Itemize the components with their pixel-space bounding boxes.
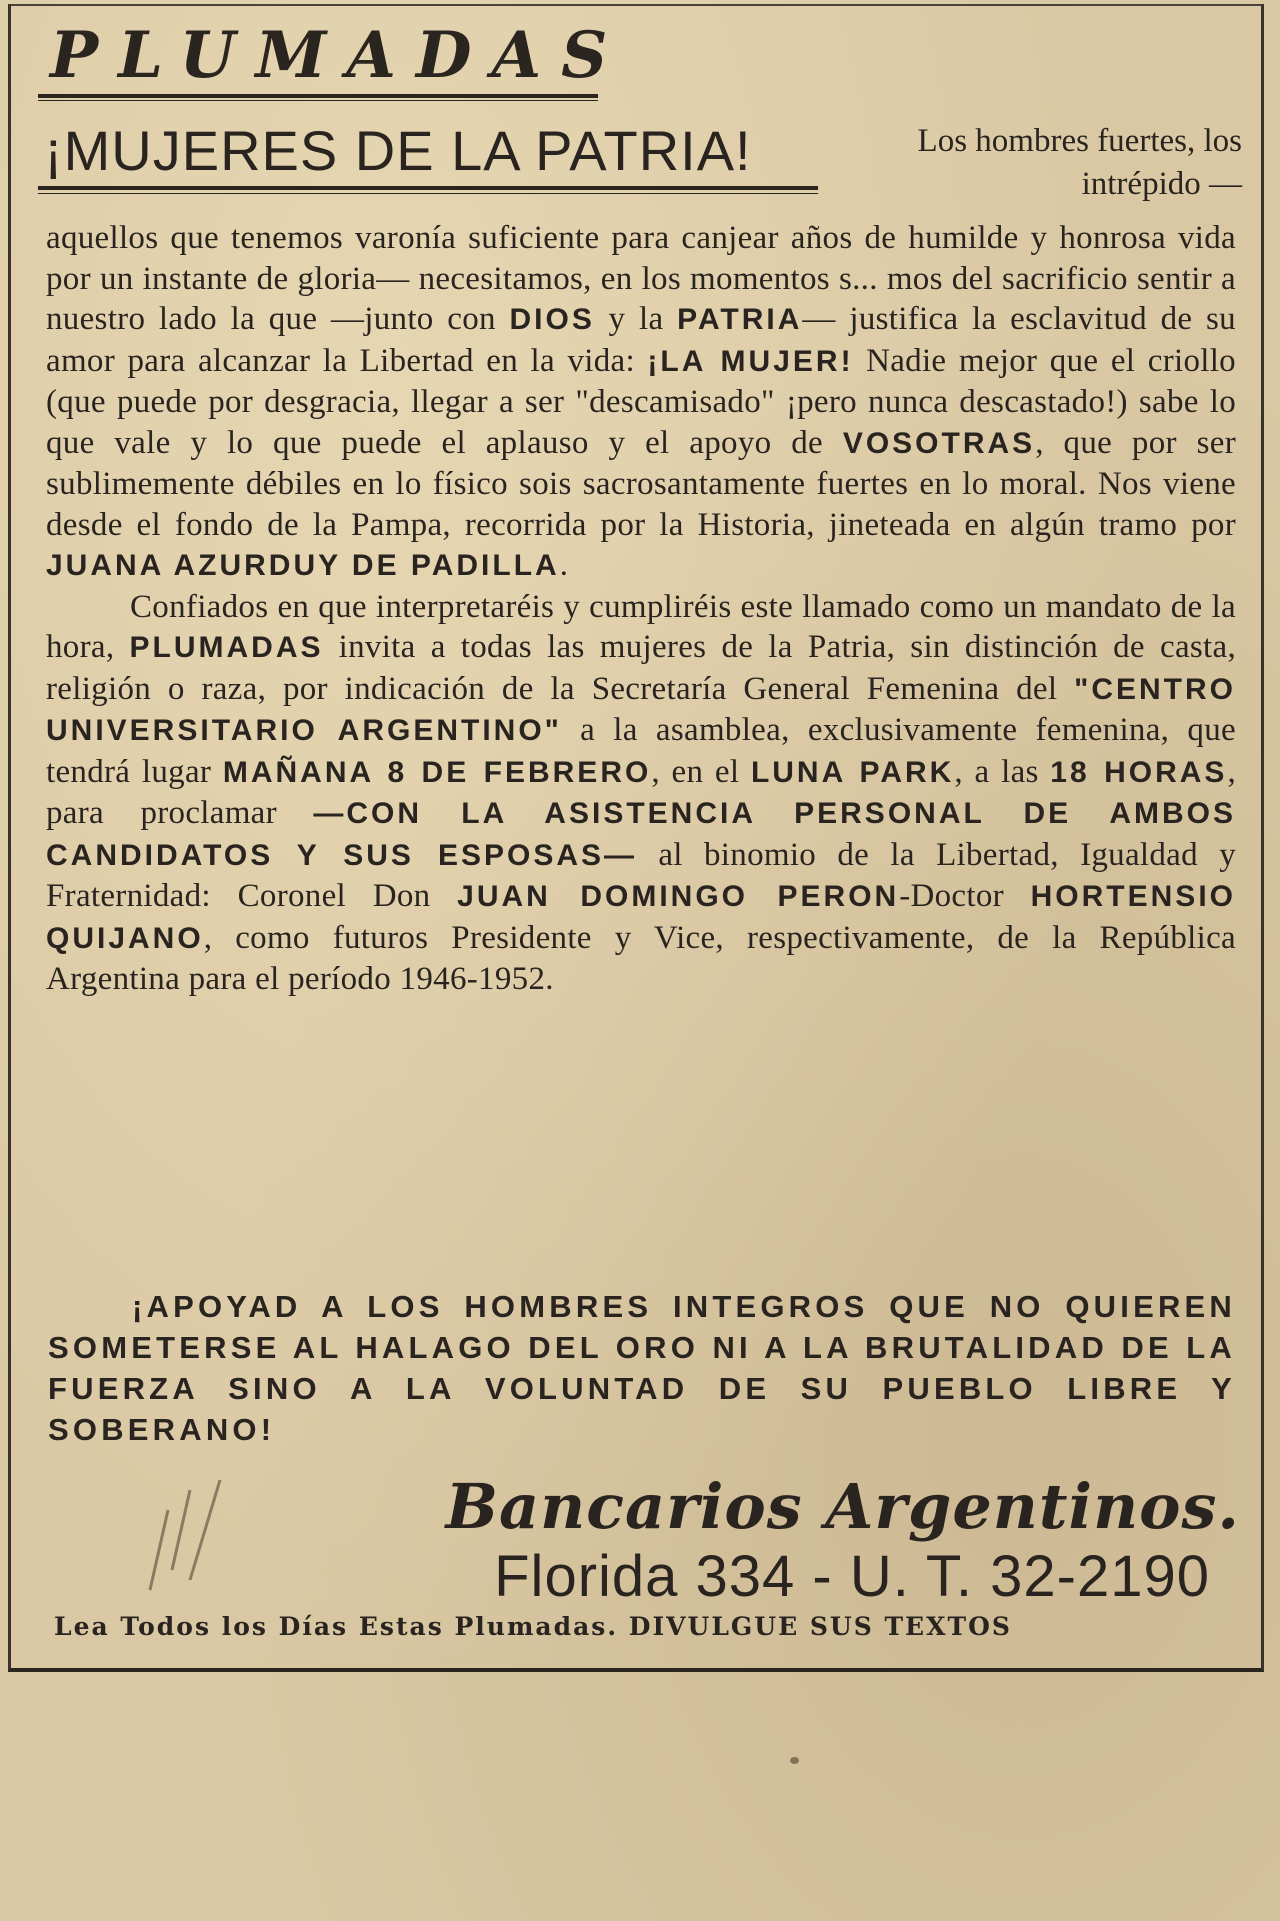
headline-rule-thin [38,193,818,194]
paragraph-1 [46,218,1236,587]
headline: ¡MUJERES DE LA PATRIA! [44,119,752,182]
body-text-run: -Doctor [899,878,1031,914]
body-text-run: aquellos que tenemos varonía suficiente para canjear años de humilde y honrosa vida por un instante de gloria— necesitamos, en los momentos s... mos del sacrificio sentir a nuestro lado la que —junto con [46,220,1236,337]
body-text-run: y la [594,301,678,337]
body-text-run: . [559,547,569,583]
intro-side-text: Los hombres fuertes, los intrépido — [917,123,1242,202]
masthead-rule [38,94,598,98]
signature-bancarios: Bancarios Argentinos. [445,1470,1240,1543]
body-text-run: invita a todas las mujeres de la Patria, sin distinción de casta, religión o raza, por indicación de la Secretaría General Femenina del [46,629,1236,707]
emphasis-text: PATRIA [677,303,803,336]
masthead: PLUMADAS [50,18,628,93]
emphasis-text: PLUMADAS [129,631,324,664]
body-text-run: al binomio de la Libertad, Igualdad y Fraternidad: Coronel Don [46,836,1236,914]
emphasis-text: JUAN DOMINGO PERON [457,880,900,913]
emphasis-text: HORTENSIO QUIJANO [46,880,1236,955]
emphasis-text: VOSOTRAS [842,426,1036,460]
body-text-run: , para proclamar [46,753,1236,831]
body-text-run: a la asamblea, exclusivamente femenina, que tendrá lugar [46,712,1236,790]
emphasis-text: "CENTRO UNIVERSITARIO ARGENTINO" [46,672,1236,747]
footer-line: Lea Todos los Días Estas Plumadas. DIVULGUE SUS TEXTOS [54,1612,1012,1641]
emphasis-text: 18 HORAS [1050,755,1228,789]
emphasis-text: DIOS [509,303,595,336]
emphasis-text: LUNA PARK [750,755,955,789]
body-text-run: Nadie mejor que el criollo (que puede por desgracia, llegar a ser "descamisado" ¡pero nunca descastado!) sabe lo que vale y lo que puede el aplauso y el apoyo de [46,342,1236,461]
closing-appeal: ¡APOYAD A LOS HOMBRES INTEGROS QUE NO QUIEREN SOMETERSE AL HALAGO DEL ORO NI A LA BRUTALIDAD DE LA FUERZA SINO A LA VOLUNTAD DE SU PUEBLO LIBRE Y SOBERANO! [48,1289,1236,1447]
address-line: Florida 334 - U. T. 32-2190 [494,1544,1210,1609]
masthead-rule-thin [38,100,598,101]
body-text-run: , como futuros Presidente y Vice, respectivamente, de la República Argentina para el período 1946-1952. [46,919,1236,997]
handwritten-mark [120,1450,270,1600]
body-text-run: , a las [954,753,1051,790]
headline-rule [38,186,818,190]
body-text-run: — justifica la esclavitud de su amor para alcanzar la Libertad en la vida: [46,301,1236,379]
paragraph-2 [46,587,1236,1000]
body-text-run: Confiados en que interpretaréis y cumpliréis este llamado como un mandato de la hora, [46,588,1236,665]
emphasis-text: JUANA AZURDUY DE PADILLA [46,549,560,582]
body-text-run: , que por ser sublimemente débiles en lo físico sois sacrosantamente fuertes en lo moral. Nos viene desde el fondo de la Pampa, recorrida por la Historia, jineteada en algún tramo por [46,424,1236,543]
emphasis-text: —CON LA ASISTENCIA PERSONAL DE AMBOS CANDIDATOS Y SUS ESPOSAS— [46,797,1236,872]
article-body [46,218,1236,1000]
body-text-run: , en el [651,753,751,790]
emphasis-text: ¡LA MUJER! [647,344,854,378]
emphasis-text: MAÑANA 8 DE FEBRERO [222,755,652,789]
ink-smudge [790,1757,799,1764]
